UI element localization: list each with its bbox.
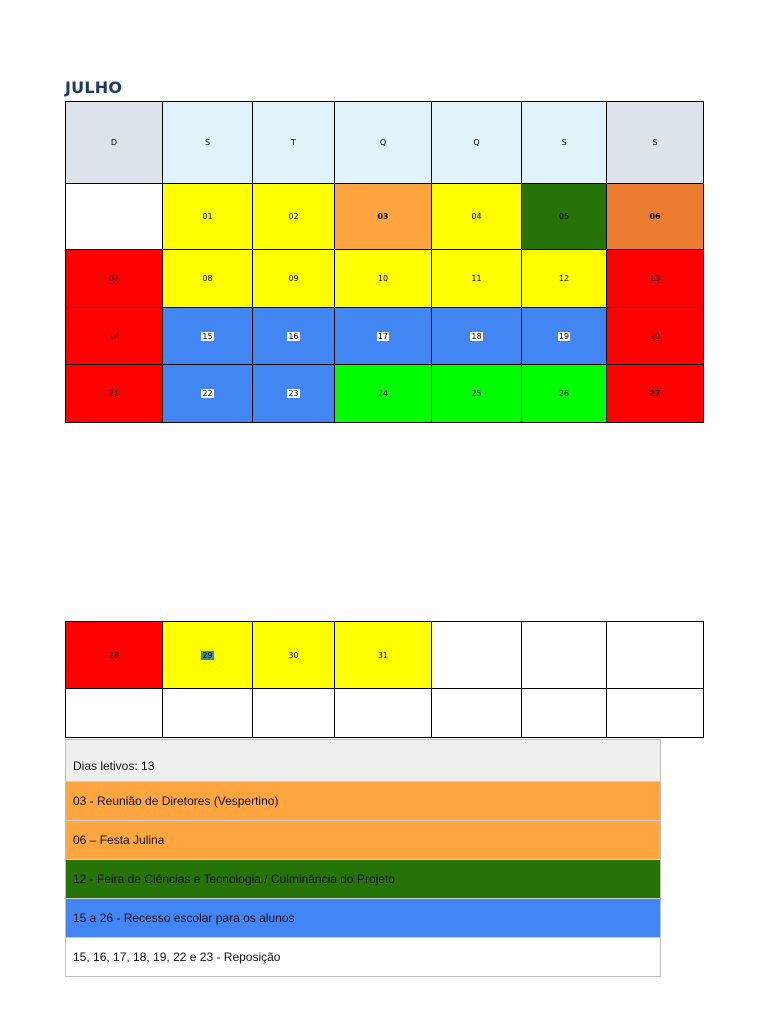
week-row <box>66 689 704 738</box>
day-cell <box>66 184 163 250</box>
day-cell <box>522 622 607 689</box>
day-cell: 21 <box>66 365 163 423</box>
weekday-header: S <box>522 102 607 184</box>
day-cell <box>253 689 335 738</box>
day-cell: 26 <box>522 365 607 423</box>
day-cell: 07 <box>66 250 163 308</box>
day-cell: 25 <box>432 365 522 423</box>
day-cell: 06 <box>607 184 704 250</box>
day-cell: 03 <box>335 184 432 250</box>
day-cell: 10 <box>335 250 432 308</box>
weekday-header-row <box>66 102 704 184</box>
week-row <box>66 365 704 423</box>
weekday-header: S <box>607 102 704 184</box>
day-cell: 27 <box>607 365 704 423</box>
day-cell: 11 <box>432 250 522 308</box>
day-cell: 05 <box>522 184 607 250</box>
day-cell: 14 <box>66 308 163 365</box>
weekday-header: T <box>253 102 335 184</box>
day-number: 16 <box>288 331 299 341</box>
day-number: 15 <box>202 331 213 341</box>
day-cell <box>432 689 522 738</box>
calendar-table-continued <box>65 621 704 738</box>
legend-item: 15 a 26 - Recesso escolar para os alunos <box>66 898 660 937</box>
day-number: 22 <box>202 389 213 398</box>
day-cell <box>163 308 253 365</box>
day-cell: 08 <box>163 250 253 308</box>
day-cell: 12 <box>522 250 607 308</box>
day-cell <box>253 308 335 365</box>
legend-item: 15, 16, 17, 18, 19, 22 e 23 - Reposição <box>66 937 660 976</box>
day-number: 23 <box>288 389 299 398</box>
legend-school-days: Dias letivos: 13 <box>66 740 660 781</box>
day-cell: 13 <box>607 250 704 308</box>
day-number: 19 <box>558 331 570 341</box>
day-cell <box>522 308 607 365</box>
legend-item: 03 - Reunião de Diretores (Vespertino) <box>66 781 660 820</box>
day-cell <box>607 689 704 738</box>
day-cell: 02 <box>253 184 335 250</box>
week-row <box>66 184 704 250</box>
day-cell <box>163 689 253 738</box>
day-cell: 01 <box>163 184 253 250</box>
legend-item: 12 - Feira de Ciências e Tecnologia / Culminância do Projeto <box>66 859 660 898</box>
week-row <box>66 250 704 308</box>
legend-box <box>65 739 661 977</box>
day-cell <box>432 308 522 365</box>
day-cell <box>432 622 522 689</box>
day-cell <box>335 308 432 365</box>
day-cell <box>335 689 432 738</box>
weekday-header: Q <box>432 102 522 184</box>
day-cell: 20 <box>607 308 704 365</box>
day-cell <box>66 689 163 738</box>
day-cell <box>163 365 253 423</box>
weekday-header: D <box>66 102 163 184</box>
day-cell: 24 <box>335 365 432 423</box>
day-cell: 30 <box>253 622 335 689</box>
day-cell: 09 <box>253 250 335 308</box>
day-cell: 04 <box>432 184 522 250</box>
day-number: 29 <box>202 650 213 660</box>
calendar-table <box>65 101 704 423</box>
weekday-header: S <box>163 102 253 184</box>
week-row <box>66 622 704 689</box>
day-cell <box>522 689 607 738</box>
day-cell: 31 <box>335 622 432 689</box>
day-cell <box>607 622 704 689</box>
day-number: 17 <box>377 331 389 341</box>
legend-item: 06 – Festa Julina <box>66 820 660 859</box>
day-cell <box>253 365 335 423</box>
week-row <box>66 308 704 365</box>
day-number: 18 <box>471 331 482 341</box>
month-title: JULHO <box>65 78 123 97</box>
day-cell <box>163 622 253 689</box>
weekday-header: Q <box>335 102 432 184</box>
day-cell: 28 <box>66 622 163 689</box>
